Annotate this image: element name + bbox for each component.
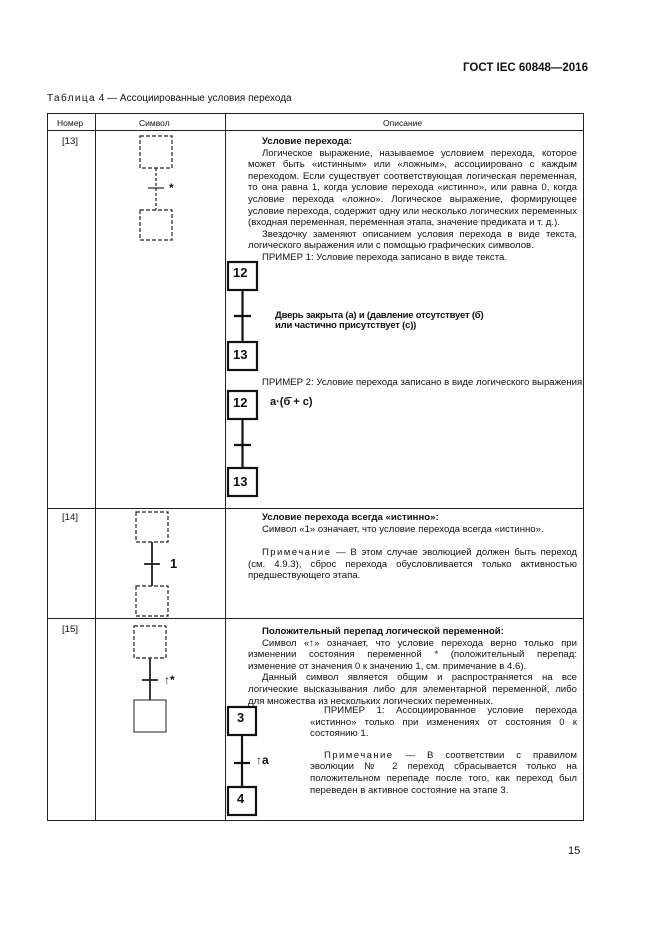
standard-header: ГОСТ IEC 60848—2016 (463, 62, 588, 74)
row-15-title: Положительный перепад логической переменной: (262, 626, 504, 637)
row-13-example-1-condition-1: Дверь закрыта (a) и (давление отсутствует (б̄) (275, 310, 484, 321)
row-14-number: [14] (62, 512, 79, 523)
row-15-example-text-block (310, 705, 577, 796)
row-15-symbol-label: ↑* (164, 673, 175, 687)
row-14-description (248, 512, 577, 582)
row-13-example-1-step-top: 12 (233, 265, 248, 280)
row-15-example-condition: ↑a (256, 753, 269, 767)
row-13-description (248, 136, 577, 264)
table-caption (47, 93, 292, 104)
row-14-note-label: Примечание (262, 547, 332, 559)
column-header-symbol: Символ (139, 118, 170, 128)
row-13-para-1: Логическое выражение, называемое условием перехода, которое может быть «истинным» или «ложным», ассоциировано с каждым переходом. Если существует соответствующая логическая переменная, то она равна 1, когда условие перехода «истинно», или равна 0, когда условие перехода «ложно». Логическое выражение, формирующее условие перехода, содержит одну или несколько логических переменных (входная переменная, переменная этапа, значение предиката и т. д.). (248, 147, 577, 229)
row-14-title: Условие перехода всегда «истинно»: (262, 512, 439, 523)
row-13-number: [13] (62, 136, 79, 147)
row-13-symbol-label: * (169, 181, 174, 195)
row-13-example-1-condition-2: или частично присутствует (c)) (275, 320, 417, 331)
row-13-title: Условие перехода: (262, 136, 352, 147)
row-15-example-step-top: 3 (237, 710, 245, 725)
caption-prefix: Таблица (47, 93, 97, 104)
row-15-para-1: Символ «↑» означает, что условие перехода верно только при изменении состояния переменной * (положительный перепад: изменение от значения 0 к значению 1, см. примечание в 4.6). (248, 637, 577, 672)
row-13-para-2: Звездочку заменяют описанием условия перехода в виде текста, логического выражения или с помощью графических символов. (248, 228, 577, 252)
row-13-example-2-title: ПРИМЕР 2: Условие перехода записано в виде логического выражения. (262, 377, 585, 388)
row-15-note-label: Примечание (324, 749, 394, 761)
row-15-example-step-bottom: 4 (237, 791, 245, 806)
row-13-example-1-step-bottom: 13 (233, 347, 248, 362)
row-14-note-text: — В этом случае эволюцией должен быть переход (см. 4.9.3), сброс перехода обусловливается только активностью предшествующего этапа. (248, 547, 577, 582)
row-15-number: [15] (62, 624, 79, 635)
page-number: 15 (568, 845, 581, 857)
row-15-example-text: ПРИМЕР 1: Ассоциированное условие перехода «истинно» только при изменениях от состояния 0 к состоянию 1. (310, 705, 577, 740)
row-15-note (310, 750, 577, 796)
column-header-number: Номер (57, 118, 84, 128)
row-13-example-1-title: ПРИМЕР 1: Условие перехода записано в виде текста. (262, 251, 508, 263)
caption-title: 4 — Ассоциированные условия перехода (96, 93, 292, 104)
row-14-symbol-label: 1 (170, 556, 178, 571)
row-14-para-1: Символ «1» означает, что условие перехода всегда «истинно». (262, 523, 544, 535)
row-15-para-2: Данный символ является общим и распространяется на все логические высказывания либо для элементарной переменной, либо для множества из нескольких логических переменных. (248, 672, 577, 707)
row-13-example-2-step-top: 12 (233, 395, 248, 410)
row-15-description (248, 626, 577, 707)
row-14-note (248, 547, 577, 582)
row-15-note-text: — В соответствии с правилом эволюции № 2 переход сбрасывается только на положительном перепаде после того, как переход был переведен в активное состояние на этапе 3. (310, 749, 577, 796)
row-13-example-2-expression: a·(б̄ + c) (270, 396, 313, 408)
row-13-example-2-step-bottom: 13 (233, 474, 248, 489)
column-header-description: Описание (383, 118, 423, 128)
